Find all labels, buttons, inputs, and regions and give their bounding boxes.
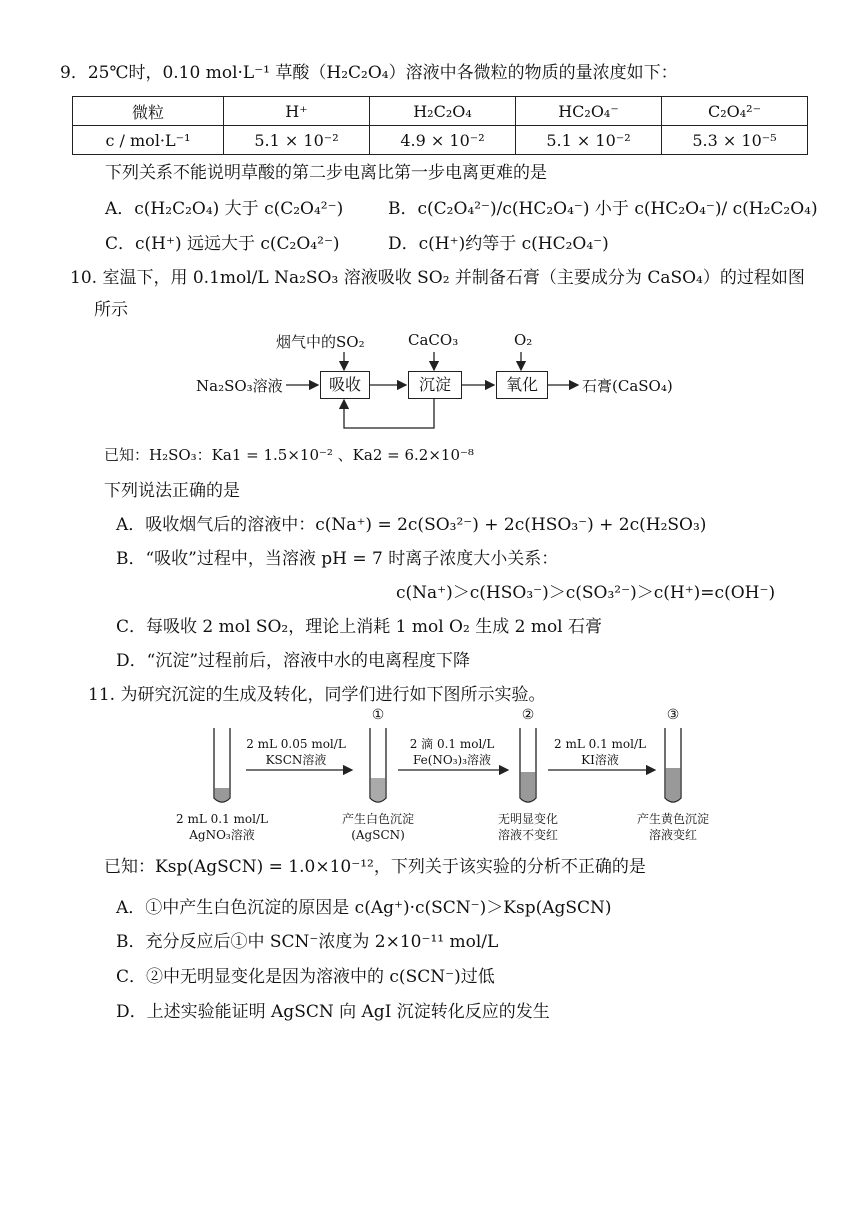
flow-step-precipitate: 沉淀 — [408, 371, 462, 399]
tube-0-label-line1: 2 mL 0.1 mol/L — [176, 812, 268, 826]
q10-stem: 10. 室温下，用 0.1mol/L Na₂SO₃ 溶液吸收 SO₂ 并制备石膏（主要成分为 CaSO₄）的过程如图 — [70, 268, 805, 288]
q9-option-b: B．c(C₂O₄²⁻)/c(HC₂O₄⁻) 小于 c(HC₂O₄⁻)/ c(H₂C₂O₄) — [388, 199, 818, 219]
q10-question: 下列说法正确的是 — [104, 481, 240, 501]
q10-known: 已知：H₂SO₃：Ka1 = 1.5×10⁻² 、Ka2 = 6.2×10⁻⁸ — [104, 446, 474, 464]
reagent-3-concentration: 2 mL 0.1 mol/L — [554, 737, 646, 751]
reagent-3-name: KI溶液 — [581, 753, 619, 767]
q9-option-a: A．c(H₂C₂O₄) 大于 c(C₂O₄²⁻) — [105, 199, 344, 219]
q10-option-d: D．“沉淀”过程前后，溶液中水的电离程度下降 — [116, 651, 471, 671]
tube-3-label-line2: 溶液变红 — [648, 828, 697, 842]
q10-stem-cont: 所示 — [94, 300, 128, 320]
q10-option-a: A．吸收烟气后的溶液中：c(Na⁺) = 2c(SO₃²⁻) + 2c(HSO₃⁻) + 2c(H₂SO₃) — [116, 515, 707, 535]
flow-start-label: Na₂SO₃溶液 — [196, 377, 283, 395]
q11-known: 已知：Ksp(AgSCN) = 1.0×10⁻¹²，下列关于该实验的分析不正确的是 — [104, 857, 646, 877]
tube-1-label-line1: 产生白色沉淀 — [341, 812, 414, 826]
tube-2-label-line2: 溶液不变红 — [497, 828, 558, 842]
table-cell: 5.3 × 10⁻⁵ — [662, 126, 808, 155]
tube-0-label-line2: AgNO₃溶液 — [189, 828, 255, 842]
flow-input-o2: O₂ — [514, 331, 533, 349]
flow-output-label: 石膏(CaSO₄) — [582, 377, 673, 395]
q9-question: 下列关系不能说明草酸的第二步电离比第一步电离更难的是 — [105, 163, 547, 183]
tube-3-number: ③ — [666, 707, 680, 723]
q9-stem: 9．25℃时，0.10 mol·L⁻¹ 草酸（H₂C₂O₄）溶液中各微粒的物质的量浓度如下： — [60, 63, 678, 83]
q10-option-b-relation: c(Na⁺)＞c(HSO₃⁻)＞c(SO₃²⁻)＞c(H⁺)=c(OH⁻) — [396, 583, 776, 603]
tube-2-number: ② — [521, 707, 535, 723]
q11-option-b: B．充分反应后①中 SCN⁻浓度为 2×10⁻¹¹ mol/L — [116, 932, 499, 952]
tube-1-label-line2: (AgSCN) — [351, 828, 405, 842]
table-cell: HC₂O₄⁻ — [516, 97, 662, 126]
flow-input-caco3: CaCO₃ — [408, 331, 459, 349]
table-cell: C₂O₄²⁻ — [662, 97, 808, 126]
flow-step-absorb: 吸收 — [320, 371, 370, 399]
q9-option-c: C．c(H⁺) 远远大于 c(C₂O₄²⁻) — [105, 234, 340, 254]
tube-2-label-line1: 无明显变化 — [497, 812, 558, 826]
q11-stem: 11. 为研究沉淀的生成及转化，同学们进行如下图所示实验。 — [88, 685, 546, 705]
table-cell: 4.9 × 10⁻² — [370, 126, 516, 155]
q11-option-a: A．①中产生白色沉淀的原因是 c(Ag⁺)·c(SCN⁻)＞Ksp(AgSCN) — [116, 898, 612, 918]
table-cell: H⁺ — [224, 97, 370, 126]
q11-option-c: C．②中无明显变化是因为溶液中的 c(SCN⁻)过低 — [116, 967, 495, 987]
reagent-1-concentration: 2 mL 0.05 mol/L — [246, 737, 346, 751]
flow-input-so2: 烟气中的SO₂ — [276, 333, 365, 351]
table-cell: 5.1 × 10⁻² — [224, 126, 370, 155]
tube-1-number: ① — [371, 707, 385, 723]
table-cell: H₂C₂O₄ — [370, 97, 516, 126]
flow-step-oxidize: 氧化 — [496, 371, 548, 399]
table-cell: 5.1 × 10⁻² — [516, 126, 662, 155]
q9-option-d: D．c(H⁺)约等于 c(HC₂O₄⁻) — [388, 234, 609, 254]
table-cell: 微粒 — [73, 97, 224, 126]
q10-option-b: B．“吸收”过程中，当溶液 pH = 7 时离子浓度大小关系： — [116, 549, 559, 569]
q11-option-d: D．上述实验能证明 AgSCN 向 AgI 沉淀转化反应的发生 — [116, 1002, 550, 1022]
table-cell: c / mol·L⁻¹ — [73, 126, 224, 155]
q10-option-c: C．每吸收 2 mol SO₂，理论上消耗 1 mol O₂ 生成 2 mol 石膏 — [116, 617, 603, 637]
reagent-1-name: KSCN溶液 — [265, 753, 327, 767]
reagent-2-name: Fe(NO₃)₃溶液 — [412, 753, 492, 767]
reagent-2-concentration: 2 滴 0.1 mol/L — [409, 737, 495, 751]
tube-3-label-line1: 产生黄色沉淀 — [636, 812, 709, 826]
